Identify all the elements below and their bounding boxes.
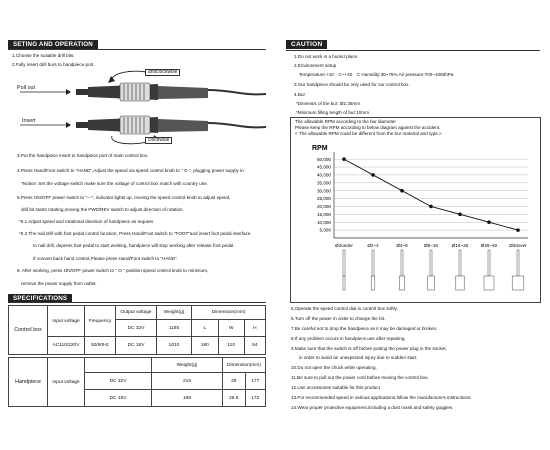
caution-header: CAUTION	[286, 40, 327, 49]
step-1: 1.Choose the suitable drill bits.	[12, 53, 75, 58]
step-4-notice: *Notice: Set the voltage switch make sure the voltage of control box match with country use.	[21, 181, 208, 186]
step-4: 4.Press Hand/Foot switch to "HAND",Adjust the speed via speed control knob to " O ", plugging power supply in	[17, 168, 244, 173]
y-tick-label: 40,000	[316, 172, 331, 178]
y-tick-label: 35,000	[316, 180, 331, 186]
handpiece-diagram	[8, 66, 268, 146]
rpm-chart	[290, 138, 539, 300]
bur-head-icon	[484, 276, 494, 290]
dc32-cell: DC 32V	[116, 320, 157, 337]
bur-shank-icon	[488, 250, 490, 276]
caution-5: 5.Operate the speed control dial in control box softly.	[291, 306, 398, 311]
bur-shank-icon	[372, 250, 374, 276]
caution-7: 7.Be careful not to drop the handpiece as it may be damaged or broken.	[291, 326, 438, 331]
setting-header: SETING AND OPERATION	[8, 40, 98, 49]
x-tick-label: Ø2~4	[367, 243, 379, 248]
step-5-1: *5.1 Adjust speed and rotational direction of handpiece as request.	[19, 219, 155, 224]
step-5-2-hand: If convert back hand control,Please press Hand/Foot switch to "HAND".	[33, 256, 178, 261]
data-point	[342, 157, 346, 161]
hp-w2: 188	[152, 390, 223, 407]
pull-out-label: Pull out	[17, 85, 35, 91]
bur-shank-icon	[430, 250, 432, 276]
hp-d1b: 177	[245, 373, 265, 390]
x-tick-label: Ø8~16	[424, 243, 438, 248]
y-tick-label: 20,000	[316, 204, 331, 210]
y-tick-label: 50,000	[316, 156, 331, 162]
dc18-cell: DC 18V	[116, 337, 157, 355]
bur-shank-icon	[343, 250, 345, 276]
chart-note-2: Please keep the RPM according to below diagram against the accident.	[295, 125, 441, 130]
x-tick-label: Ø2under	[335, 243, 353, 248]
caution-3: 3.Our handpiece should be only used for our control box.	[294, 82, 410, 87]
control-box-label: Control box	[9, 306, 48, 355]
caution-2: 2.Environment setup	[294, 63, 337, 68]
step-5-2: *5.2 The nail drill with foot pedal control function, Press Hand/Foot switch to "FOOT"and insert foot pedal interface	[19, 231, 251, 236]
x-tick-label: Ø26~40	[480, 243, 498, 248]
caution-10: 10.Do not open the chuck while operating.	[291, 365, 377, 370]
caution-9-cont: in order to avoid an unexpected injury due to sudden start.	[299, 355, 418, 360]
x-tick-label: Ø4~8	[396, 243, 408, 248]
dim-L-val: 180	[192, 337, 219, 355]
step-5-2-cont: to nail drill, depress foot pedal to start working, handpiece will stop working after release foot pedal.	[33, 243, 235, 248]
hp-d2b: 172	[245, 390, 265, 407]
caution-12: 12.Use accessories suitable for this product.	[291, 385, 382, 390]
spec-rule	[8, 302, 266, 303]
data-point	[429, 205, 433, 209]
hp-d2a: 26.5	[223, 390, 246, 407]
y-tick-label: 45,000	[316, 164, 331, 170]
data-point	[516, 228, 520, 232]
y-tick-label: 30,000	[316, 188, 331, 194]
caution-rule	[286, 50, 540, 51]
bur-shank-icon	[459, 250, 461, 276]
dim-W-val: 110	[218, 337, 244, 355]
step-6: 6. After working, press ON/OFF power switch to " O " position,speed control knob to minimum,	[17, 268, 209, 273]
data-point	[400, 189, 404, 193]
hp-dim-head: Dimension(mm)	[223, 358, 266, 373]
y-tick-label: 10,000	[316, 219, 331, 225]
hp-weight-head: Weight(g)	[152, 358, 223, 373]
spec-table-control-box	[8, 305, 266, 355]
caution-4: 4.Bur	[294, 92, 305, 97]
weight-head: Weight(g)	[157, 306, 192, 320]
data-point	[371, 173, 375, 177]
handpiece-label: Handpiece	[9, 358, 48, 407]
y-axis-label: RPM	[312, 145, 328, 152]
bur-head-icon	[343, 276, 345, 290]
handpiece-lower	[20, 116, 266, 134]
x-tick-label: Ø40over	[509, 243, 527, 248]
step-6-cont: remove the power supply from outlet.	[21, 281, 97, 286]
ac-cell: AC110/220V	[48, 337, 85, 355]
caution-9: 9.Make sure that the switch is off before putting the power plug in the socket,	[291, 346, 447, 351]
setting-rule	[8, 49, 266, 50]
caution-8: 8.If any problem occurs in handpiece,use after repairing.	[291, 336, 406, 341]
dim-L-head: L	[192, 320, 219, 337]
frequency-head: Frequency	[85, 306, 116, 337]
hp-w1: 215	[152, 373, 223, 390]
step-5: 5.Press ON/OFF power switch to "—", indicator lights up, moving the speed control knob to adjust speed,	[17, 195, 231, 200]
insert-label: Insert	[22, 118, 36, 124]
dim-H-head: H	[244, 320, 265, 337]
chart-note-3: < The allowable RPM could be different from the bur material and type.>	[295, 131, 442, 136]
weight-1185: 1185	[157, 320, 192, 337]
input-voltage-head: Input voltage	[48, 306, 85, 337]
bur-head-icon	[456, 276, 464, 290]
hp-dc32: DC 32V	[85, 373, 152, 390]
caution-1: 1.Do not work in a humid place.	[294, 54, 359, 59]
hp-d1a: 29	[223, 373, 246, 390]
spec-table-handpiece	[8, 357, 266, 407]
bur-shank-icon	[401, 250, 403, 276]
dim-W-head: W	[218, 320, 244, 337]
bur-shank-icon	[517, 250, 519, 276]
caution-2-values: Temperature:+10 C~+40 C Humidity:30~75% Air pressure:700~1060hPa	[299, 72, 454, 77]
output-voltage-head: Output voltage	[116, 306, 157, 320]
hp-dc18: DC 18V	[85, 390, 152, 407]
handpiece-upper	[20, 83, 266, 101]
x-tick-label: Ø16~26	[451, 243, 469, 248]
y-tick-label: 25,000	[316, 196, 331, 202]
data-point	[487, 220, 491, 224]
step-2: 2.Fully insert drill burs to handpiece port.	[12, 62, 95, 67]
bur-head-icon	[399, 276, 404, 290]
hp-input-voltage: Input voltage	[48, 358, 85, 407]
clockwise-label: clockwise	[145, 137, 172, 144]
chart-note-1: The allowable RPM according to the bur diameter	[295, 119, 396, 124]
caution-6: 6.Turn off the power in order to change the bit.	[291, 316, 386, 321]
spec-header: SPECIFICATIONS	[8, 294, 72, 303]
hp-input-head-blank	[85, 358, 152, 373]
dim-H-val: 84	[244, 337, 265, 355]
caution-4-dim: *Dimensis of the bur: Ø2.35mm	[296, 101, 361, 106]
dimension-head: Dimension(mm)	[192, 306, 266, 320]
caution-4-len: *Minimum filling length of bur:10mm	[296, 110, 370, 115]
y-tick-label: 5,000	[319, 227, 331, 233]
anticlockwise-label: anticlockwise	[145, 69, 180, 76]
caution-14: 14.Wear proper protective equipment,including a dust mask and safety goggles.	[291, 405, 454, 410]
caution-11: 11.Be sure to pull out the power cord before moving the control box.	[291, 375, 429, 380]
step-3: 3.Put the handpiece insert to handpiece port of main control box.	[17, 153, 149, 158]
series-line	[344, 159, 518, 230]
step-5-cont: drill bit starts rotating,moving the FWD/REV switch to adjust direction of rotation.	[21, 207, 184, 212]
bur-head-icon	[371, 276, 375, 290]
hz-cell: 50/60Hz	[85, 337, 116, 355]
caution-13: 13.For recommended speed in various applications,follow the manufacture's instructions.	[291, 395, 472, 400]
data-point	[458, 213, 462, 217]
bur-head-icon	[512, 276, 524, 290]
weight-1010: 1010	[157, 337, 192, 355]
bur-head-icon	[428, 276, 435, 290]
y-tick-label: 15,000	[316, 211, 331, 217]
